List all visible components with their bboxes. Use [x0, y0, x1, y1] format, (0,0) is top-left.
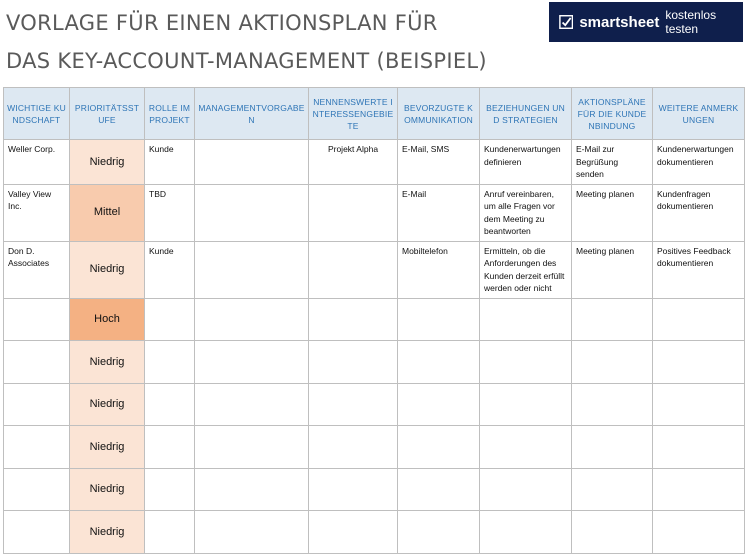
cell-prio[interactable]: Niedrig	[70, 383, 145, 426]
cell-aktionsplan[interactable]: Meeting planen	[572, 241, 653, 298]
smartsheet-logo-text: smartsheet	[579, 13, 660, 31]
page-title	[6, 4, 526, 80]
cell-strategien[interactable]	[480, 511, 572, 554]
header-wichtige-kundschaft: WICHTIGE KUNDSCHAFT	[4, 88, 70, 140]
cell-aktionsplan[interactable]	[572, 511, 653, 554]
cell-kommunikation[interactable]	[398, 341, 480, 384]
cell-vorgaben[interactable]	[195, 468, 309, 511]
cell-anmerkungen[interactable]	[653, 341, 745, 384]
cell-prio[interactable]: Niedrig	[70, 468, 145, 511]
action-plan-table	[3, 87, 745, 554]
cell-kommunikation[interactable]: E-Mail, SMS	[398, 140, 480, 185]
cell-interessen[interactable]	[309, 383, 398, 426]
cell-kommunikation[interactable]	[398, 298, 480, 341]
cell-vorgaben[interactable]	[195, 298, 309, 341]
cell-vorgaben[interactable]	[195, 426, 309, 469]
table-header-row	[4, 88, 745, 140]
header-weitere-anmerkungen: WEITERE ANMERKUNGEN	[653, 88, 745, 140]
cell-rolle[interactable]	[145, 341, 195, 384]
cell-aktionsplan[interactable]	[572, 468, 653, 511]
cell-strategien[interactable]: Kundenerwartungen definieren	[480, 140, 572, 185]
cell-kunde[interactable]: Don D. Associates	[4, 241, 70, 298]
header-managementvorgaben: MANAGEMENTVORGABEN	[195, 88, 309, 140]
cell-strategien[interactable]	[480, 383, 572, 426]
cell-interessen[interactable]	[309, 341, 398, 384]
cell-strategien[interactable]: Anruf vereinbaren, um alle Fragen vor dem Meeting zu beantworten	[480, 184, 572, 241]
cell-rolle[interactable]	[145, 426, 195, 469]
cell-interessen[interactable]	[309, 184, 398, 241]
cell-rolle[interactable]	[145, 298, 195, 341]
cell-kunde[interactable]	[4, 298, 70, 341]
cell-strategien[interactable]	[480, 468, 572, 511]
cell-rolle[interactable]: TBD	[145, 184, 195, 241]
smartsheet-check-icon	[559, 14, 573, 30]
cell-aktionsplan[interactable]	[572, 383, 653, 426]
page-title-line-2: DAS KEY-ACCOUNT-MANAGEMENT (BEISPIEL)	[6, 49, 487, 73]
table-row	[4, 468, 745, 511]
cell-kunde[interactable]	[4, 383, 70, 426]
cell-interessen[interactable]	[309, 511, 398, 554]
cell-kommunikation[interactable]: Mobiltelefon	[398, 241, 480, 298]
table-row	[4, 140, 745, 185]
cell-vorgaben[interactable]	[195, 241, 309, 298]
cell-kunde[interactable]: Weller Corp.	[4, 140, 70, 185]
cell-kommunikation[interactable]	[398, 383, 480, 426]
cell-aktionsplan[interactable]: Meeting planen	[572, 184, 653, 241]
cell-strategien[interactable]	[480, 341, 572, 384]
trial-link-text: kostenlos testen	[665, 8, 717, 36]
header-aktionsplaene: AKTIONSPLÄNE FÜR DIE KUNDENBINDUNG	[572, 88, 653, 140]
table-row	[4, 241, 745, 298]
header-rolle-im-projekt: ROLLE IM PROJEKT	[145, 88, 195, 140]
cell-kunde[interactable]	[4, 426, 70, 469]
header-beziehungen-strategien: BEZIEHUNGEN UND STRATEGIEN	[480, 88, 572, 140]
cell-prio[interactable]: Hoch	[70, 298, 145, 341]
cell-strategien[interactable]	[480, 426, 572, 469]
table-row	[4, 184, 745, 241]
cell-rolle[interactable]: Kunde	[145, 241, 195, 298]
cell-kommunikation[interactable]	[398, 468, 480, 511]
cell-anmerkungen[interactable]: Kundenerwartungen dokumentieren	[653, 140, 745, 185]
cell-rolle[interactable]	[145, 468, 195, 511]
cell-anmerkungen[interactable]	[653, 511, 745, 554]
cell-interessen[interactable]	[309, 426, 398, 469]
cell-vorgaben[interactable]	[195, 341, 309, 384]
header-interessengebiete: NENNENSWERTE INTERESSENGEBIETE	[309, 88, 398, 140]
cell-kunde[interactable]	[4, 511, 70, 554]
header-prioritaetsstufe: PRIORITÄTSSTUFE	[70, 88, 145, 140]
cell-vorgaben[interactable]	[195, 511, 309, 554]
cell-kunde[interactable]: Valley View Inc.	[4, 184, 70, 241]
cell-anmerkungen[interactable]	[653, 298, 745, 341]
cell-strategien[interactable]	[480, 298, 572, 341]
cell-anmerkungen[interactable]	[653, 468, 745, 511]
cell-anmerkungen[interactable]	[653, 383, 745, 426]
cell-prio[interactable]: Niedrig	[70, 511, 145, 554]
cell-prio[interactable]: Niedrig	[70, 140, 145, 185]
cell-anmerkungen[interactable]: Kundenfragen dokumentieren	[653, 184, 745, 241]
table-row	[4, 511, 745, 554]
cell-vorgaben[interactable]	[195, 184, 309, 241]
cell-aktionsplan[interactable]: E-Mail zur Begrüßung senden	[572, 140, 653, 185]
cell-prio[interactable]: Niedrig	[70, 341, 145, 384]
cell-interessen[interactable]	[309, 241, 398, 298]
cell-strategien[interactable]: Ermitteln, ob die Anforderungen des Kunden derzeit erfüllt werden oder nicht	[480, 241, 572, 298]
cell-kommunikation[interactable]: E-Mail	[398, 184, 480, 241]
cell-kunde[interactable]	[4, 341, 70, 384]
table-row	[4, 426, 745, 469]
cell-anmerkungen[interactable]: Positives Feedback dokumentieren	[653, 241, 745, 298]
cell-prio[interactable]: Niedrig	[70, 241, 145, 298]
cell-prio[interactable]: Mittel	[70, 184, 145, 241]
cell-rolle[interactable]	[145, 383, 195, 426]
cell-aktionsplan[interactable]	[572, 298, 653, 341]
cell-aktionsplan[interactable]	[572, 426, 653, 469]
table-row	[4, 341, 745, 384]
header-kommunikation: BEVORZUGTE KOMMUNIKATION	[398, 88, 480, 140]
cell-anmerkungen[interactable]	[653, 426, 745, 469]
cell-aktionsplan[interactable]	[572, 341, 653, 384]
table-row	[4, 298, 745, 341]
cell-rolle[interactable]: Kunde	[145, 140, 195, 185]
cell-prio[interactable]: Niedrig	[70, 426, 145, 469]
page-title-line-1: VORLAGE FÜR EINEN AKTIONSPLAN FÜR	[6, 11, 438, 35]
cell-kommunikation[interactable]	[398, 511, 480, 554]
cell-interessen[interactable]	[309, 298, 398, 341]
cell-vorgaben[interactable]	[195, 383, 309, 426]
smartsheet-trial-banner[interactable]	[549, 2, 743, 42]
cell-kommunikation[interactable]	[398, 426, 480, 469]
cell-rolle[interactable]	[145, 511, 195, 554]
table-row	[4, 383, 745, 426]
cell-interessen[interactable]	[309, 468, 398, 511]
cell-vorgaben[interactable]	[195, 140, 309, 185]
cell-interessen[interactable]: Projekt Alpha	[309, 140, 398, 185]
cell-kunde[interactable]	[4, 468, 70, 511]
